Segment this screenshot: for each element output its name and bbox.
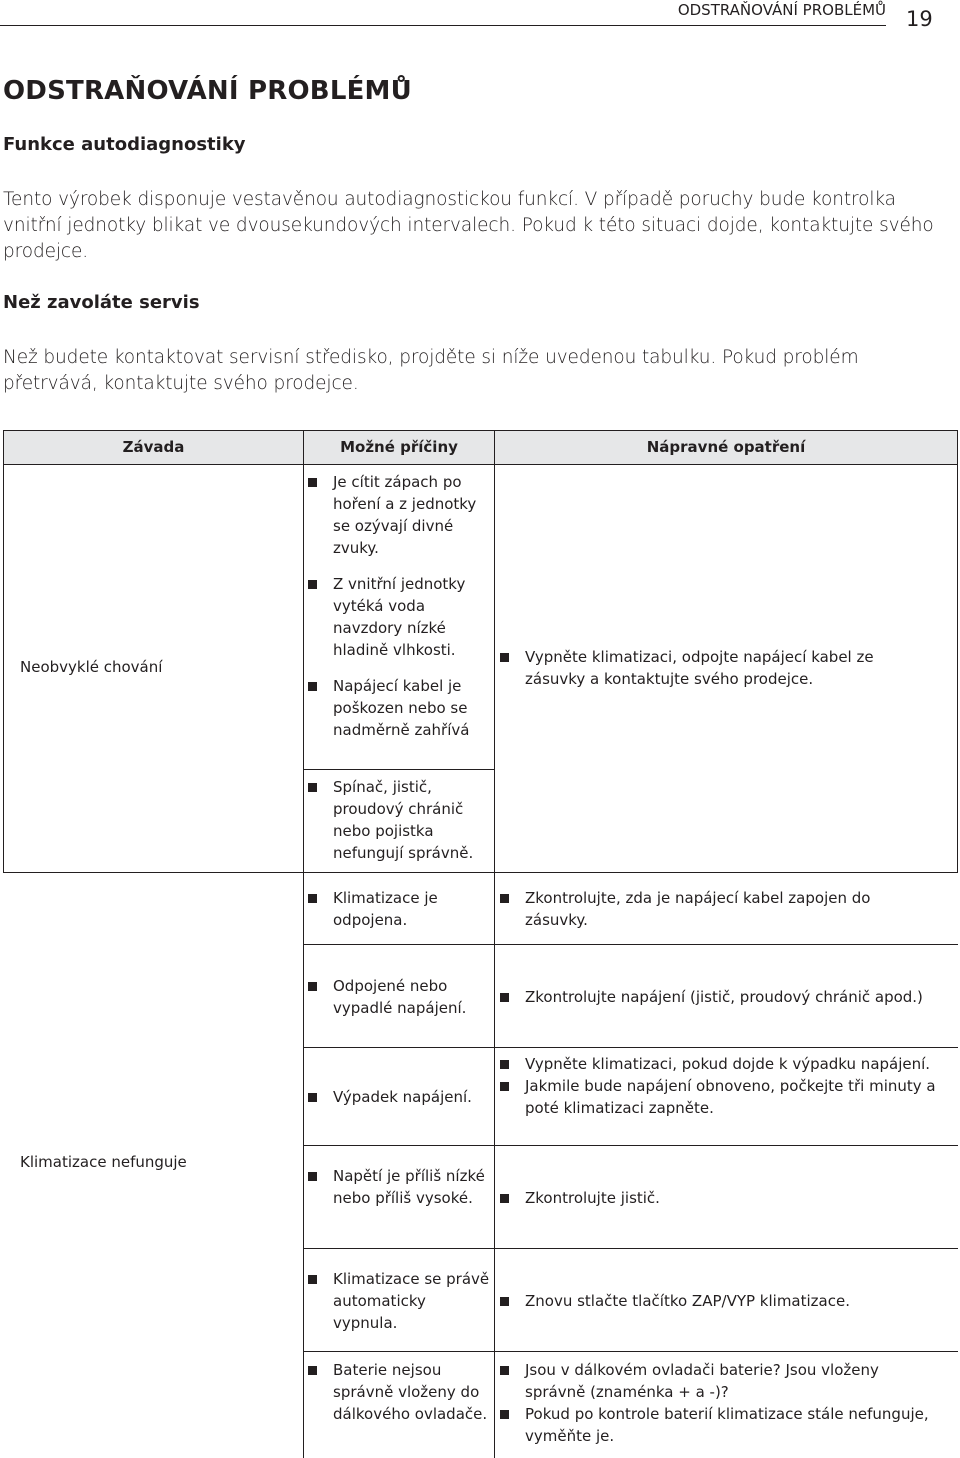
table-header-remedy: Nápravné opatření [495,430,957,464]
table-header-fault: Závada [4,430,303,464]
cause-item: Baterie nejsou správně vloženy do dálkového ovladače. [305,1359,493,1425]
grid-line [3,464,958,465]
remedy-cell [497,1053,937,1119]
remedy-cell [497,646,937,690]
table-header-causes: Možné příčiny [304,430,494,464]
remedy-item: Znovu stlačte tlačítko ZAP/VYP klimatizace. [497,1290,937,1312]
cause-item: Výpadek napájení. [305,1086,493,1108]
remedy-item: Vypněte klimatizaci, pokud dojde k výpadku napájení. [497,1053,937,1075]
grid-line [303,944,958,945]
fault-label: Klimatizace nefunguje [20,1153,187,1171]
remedy-item: Zkontrolujte napájení (jistič, proudový chránič apod.) [497,986,952,1008]
grid-line [303,769,495,770]
grid-line [3,872,958,873]
cause-item: Napájecí kabel je poškozen nebo se nadměrně zahřívá [305,675,493,741]
before-service-text: Než budete kontaktovat servisní středisko, projděte si níže uvedenou tabulku. Pokud problém přetrvává, kontaktujte svého prodejce. [3,347,859,394]
causes-cell [305,471,493,741]
causes-cell [305,887,493,931]
remedy-item: Jakmile bude napájení obnoveno, počkejte tři minuty a poté klimatizaci zapněte. [497,1075,937,1119]
grid-line [303,1248,958,1249]
grid-line [303,1047,958,1048]
grid-line [303,1145,958,1146]
remedy-item: Jsou v dálkovém ovladači baterie? Jsou vloženy správně (znaménka + a -)? [497,1359,937,1403]
remedy-cell [497,887,937,931]
remedy-item: Vypněte klimatizaci, odpojte napájecí kabel ze zásuvky a kontaktujte svého prodejce. [497,646,937,690]
causes-cell [305,1359,493,1425]
grid-line [3,430,958,431]
remedy-cell [497,1290,937,1312]
cause-item: Klimatizace se právě automaticky vypnula. [305,1268,493,1334]
cause-item: Klimatizace je odpojena. [305,887,493,931]
header-rule [0,25,886,26]
cause-item: Odpojené nebo vypadlé napájení. [305,975,493,1019]
remedy-item: Zkontrolujte jistič. [497,1187,937,1209]
causes-cell [305,975,493,1019]
cause-item: Napětí je příliš nízké nebo příliš vysoké. [305,1165,493,1209]
before-service-heading: Než zavoláte servis [3,292,200,313]
page-number: 19 [906,7,933,31]
fault-label: Neobvyklé chování [20,658,163,676]
remedy-item: Zkontrolujte, zda je napájecí kabel zapojen do zásuvky. [497,887,937,931]
cause-item: Z vnitřní jednotky vytéká voda navzdory nízké hladině vlhkosti. [305,573,493,661]
cause-item: Spínač, jistič, proudový chránič nebo pojistka nefungují správně. [305,776,493,864]
causes-cell [305,776,493,864]
grid-line [3,430,4,872]
causes-cell [305,1086,493,1108]
self-diagnosis-heading: Funkce autodiagnostiky [3,134,246,155]
grid-line [303,1351,958,1352]
cause-item: Je cítit zápach po hoření a z jednotky se ozývají divné zvuky. [305,471,493,559]
page-title: ODSTRAŇOVÁNÍ PROBLÉMŮ [3,76,412,106]
causes-cell [305,1165,493,1209]
causes-cell [305,1268,493,1334]
remedy-cell [497,1187,937,1209]
remedy-cell [497,986,952,1008]
remedy-cell [497,1359,937,1447]
remedy-item: Pokud po kontrole baterií klimatizace stále nefunguje, vyměňte je. [497,1403,937,1447]
running-header: ODSTRAŇOVÁNÍ PROBLÉMŮ [677,1,886,19]
self-diagnosis-text: Tento výrobek disponuje vestavěnou autodiagnostickou funkcí. V případě poruchy bude kontrolka vnitřní jednotky blikat ve dvousekundových intervalech. Pokud k této situaci dojde, kontaktujte svého prodejce. [3,189,934,262]
grid-line [957,430,958,872]
